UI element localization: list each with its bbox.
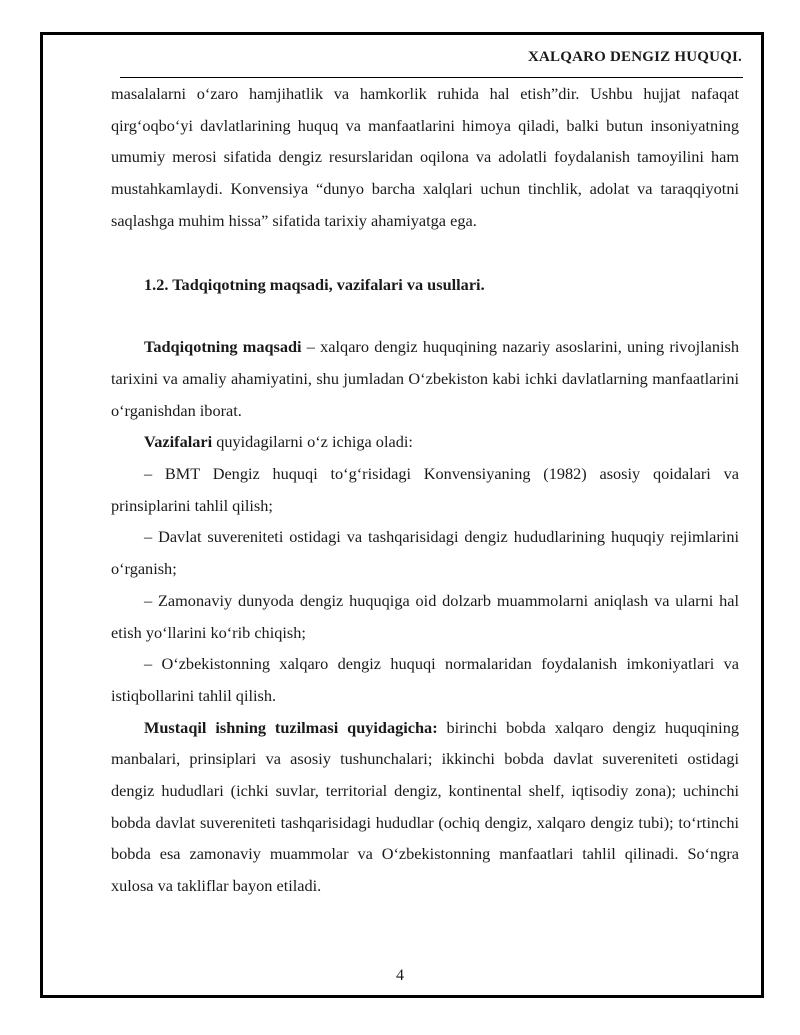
document-body [111,78,739,902]
running-header: XALQARO DENGIZ HUQUQI. [527,49,742,65]
page-number: 4 [396,967,404,984]
paragraph-gap [111,237,739,269]
aim-paragraph [111,331,739,426]
structure-text: birinchi bobda xalqaro dengiz huquqining manbalari, prinsiplari va asosiy tushunchalari; ikkinchi bobda davlat suvereniteti ostidagi dengiz hududlari (ichki suvlar, territorial dengiz, kontinental shelf, iqtisodiy zona); uchinchi bobda davlat suvereniteti tashqarisidagi hududlar (ochiq dengiz, xalqaro dengiz tubi); to‘rtinchi bobda esa zamonaviy muammolar va O‘zbekistonning manfaatlari tahlil qilinadi. So‘ngra xulosa va takliflar bayon etiladi. [111,717,739,896]
structure-paragraph [111,712,739,902]
task-item: – Zamonaviy dunyoda dengiz huquqiga oid dolzarb muammolarni aniqlash va ularni hal etish yo‘llarini ko‘rib chiqish; [111,590,739,642]
aim-text: – xalqaro dengiz huquqining nazariy asoslarini, uning rivojlanish tarixini va amaliy ahamiyatini, shu jumladan O‘zbekiston kabi ichki davlatlarning manfaatlarini o‘rganishdan iborat. [111,337,739,420]
tasks-text: quyidagilarni o‘z ichiga oladi: [212,432,413,452]
task-item: – BMT Dengiz huquqi to‘g‘risidagi Konvensiyaning (1982) asosiy qoidalari va prinsiplarini tahlil qilish; [111,464,739,515]
task-item: – O‘zbekistonning xalqaro dengiz huquqi normalaridan foydalanish imkoniyatlari va istiqbollarini tahlil qilish. [111,654,739,705]
intro-paragraph: masalalarni o‘zaro hamjihatlik va hamkorlik ruhida hal etish”dir. Ushbu hujjat nafaqat qirg‘oqbo‘yi davlatlarining huquq va manfaatlarini himoya qiladi, balki butun insoniyatning umumiy merosi sifatida dengiz resurslaridan oqilona va adolatli foydalanish tamoyilini ham mustahkamlaydi. Konvensiya “dunyo barcha xalqlari uchun tinchlik, adolat va taraqqiyotni saqlashga muhim hissa” sifatida tarixiy ahamiyatga ega. [111,84,739,230]
structure-lead: Mustaqil ishning tuzilmasi quyidagicha: [144,717,438,737]
aim-lead: Tadqiqotning maqsadi [144,337,302,357]
tasks-lead: Vazifalari [144,432,213,452]
section-heading: 1.2. Tadqiqotning maqsadi, vazifalari va usullari. [144,274,485,294]
task-item: – Davlat suvereniteti ostidagi va tashqarisidagi dengiz hududlarining huquqiy rejimlarini o‘rganish; [111,527,739,579]
paragraph-gap [111,300,739,331]
tasks-intro-paragraph [111,426,739,458]
